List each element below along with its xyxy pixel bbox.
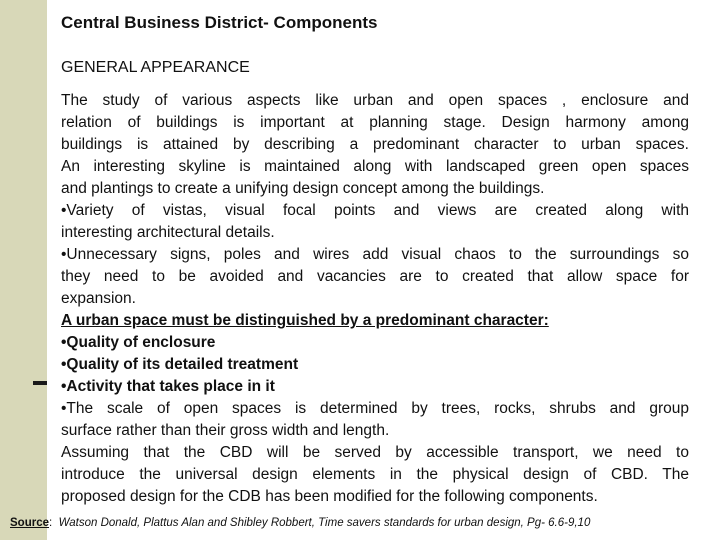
body-line: and plantings to create a unifying design concept among the buildings. — [61, 180, 545, 197]
body-text — [61, 90, 689, 508]
body-line: expansion. — [61, 290, 136, 307]
bullet-line: •Unnecessary signs, poles and wires add visual chaos to the surroundings so — [61, 246, 689, 263]
bullet-line: •Activity that takes place in it — [61, 378, 275, 395]
body-line: buildings is attained by describing a predominant character to urban spaces. — [61, 136, 689, 153]
body-line: they need to be avoided and vacancies are to created that allow space for — [61, 268, 689, 285]
bullet-line: •Quality of its detailed treatment — [61, 356, 299, 373]
body-line: relation of buildings is important at planning stage. Design harmony among — [61, 114, 689, 131]
sidebar-marker — [33, 381, 47, 385]
emphasis-heading: A urban space must be distinguished by a predominant character: — [61, 312, 549, 329]
body-line: proposed design for the CDB has been modified for the following components. — [61, 488, 598, 505]
bullet-line: •The scale of open spaces is determined by trees, rocks, shrubs and group — [61, 400, 689, 417]
body-line: Assuming that the CBD will be served by accessible transport, we need to — [61, 444, 689, 461]
body-line: surface rather than their gross width and length. — [61, 422, 390, 439]
body-line: An interesting skyline is maintained along with landscaped green open spaces — [61, 158, 689, 175]
body-line: introduce the universal design elements in the physical design of CBD. The — [61, 466, 689, 483]
section-heading: GENERAL APPEARANCE — [61, 59, 250, 76]
body-line: The study of various aspects like urban and open spaces , enclosure and — [61, 92, 689, 109]
bullet-line: •Quality of enclosure — [61, 334, 216, 351]
sidebar-band — [0, 0, 47, 540]
source-citation — [10, 517, 590, 529]
slide-title: Central Business District- Components — [61, 13, 378, 32]
body-line: interesting architectural details. — [61, 224, 275, 241]
source-colon: : — [49, 517, 59, 529]
source-text: Watson Donald, Plattus Alan and Shibley Robbert, Time savers standards for urban design, Pg- 6.6-9,10 — [58, 517, 591, 529]
source-label: Source — [10, 517, 49, 529]
bullet-line: •Variety of vistas, visual focal points and views are created along with — [61, 202, 689, 219]
